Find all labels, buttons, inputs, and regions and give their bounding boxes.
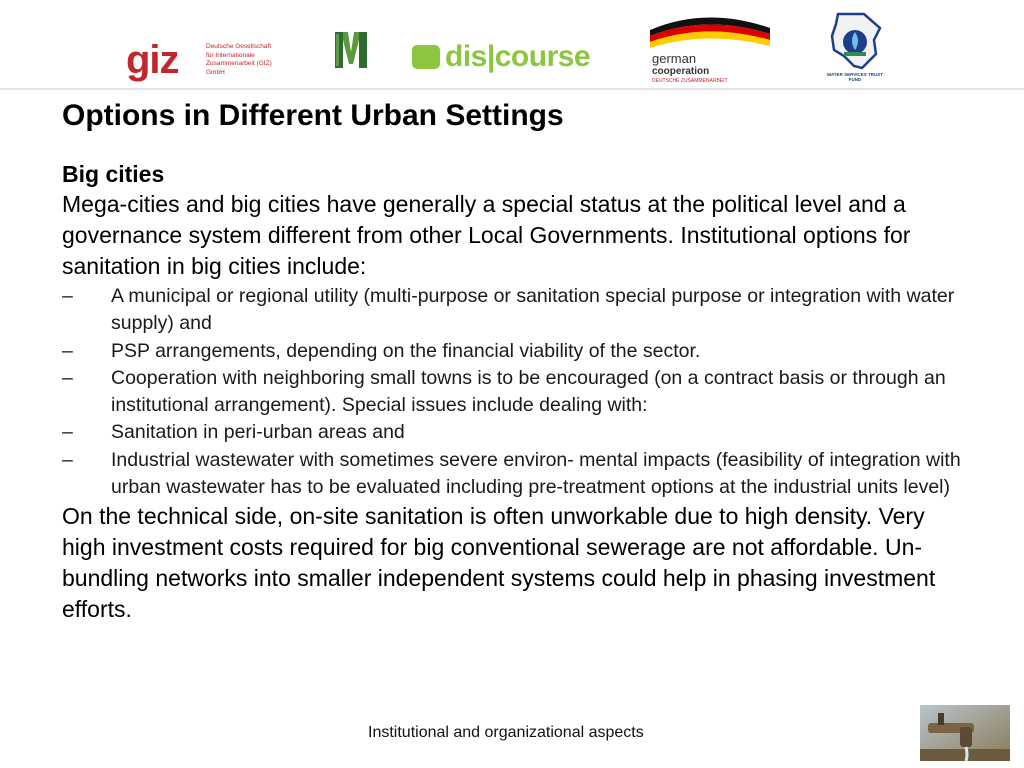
discourse-logo (412, 40, 590, 74)
conclusion-paragraph: On the technical side, on-site sanitation is often unworkable due to high density. Very high investment costs required for big conventional sewerage are not affordable. Un- bundling networks into smaller independent systems could help in phasing investment efforts. (62, 503, 936, 623)
giz-logo-text: Deutsche Gesellschaft für Internationale Zusammenarbeit (GIZ) GmbH (206, 43, 272, 76)
dash-marker: – (62, 285, 73, 307)
subheading: Big cities (62, 161, 165, 187)
list-item-text: Sanitation in peri-urban areas and (111, 421, 405, 444)
list-item (62, 338, 962, 365)
german-cooperation-line3: DEUTSCHE ZUSAMMENARBEIT (652, 78, 728, 84)
giz-logo-mark: giz (126, 38, 179, 82)
kenya-map-emblem-icon (824, 10, 886, 72)
dash-marker: – (62, 448, 73, 471)
slide-title: Options in Different Urban Settings (62, 99, 564, 132)
list-item-text: Industrial wastewater with sometimes severe environ- mental impacts (feasibility of integration with urban wastewater has to be evaluated including pre-treatment options at the industrial units level) (111, 448, 961, 499)
footer-caption: Institutional and organizational aspects (368, 724, 644, 741)
list-item (62, 365, 962, 420)
list-item-text: PSP arrangements, depending on the financial viability of the sector. (111, 339, 701, 362)
german-cooperation-line2: cooperation (652, 66, 710, 77)
list-item (62, 447, 962, 502)
intro-paragraph: Mega-cities and big cities have generally a special status at the political level and a governance system different from other Local Governments. Institutional options for sanitation in big cities include: (62, 191, 911, 279)
header-divider (0, 88, 1024, 90)
dash-marker: – (62, 339, 73, 362)
discourse-logo-text: dis|course (445, 40, 591, 73)
giz-logo (126, 38, 291, 82)
water-trust-fund-emblem (824, 10, 886, 88)
bullet-list (62, 283, 962, 501)
list-item (62, 283, 962, 338)
list-item-text: A municipal or regional utility (multi-purpose or sanitation special purpose or integration with water supply) and (111, 285, 955, 335)
german-cooperation-line1: german (652, 51, 697, 66)
german-cooperation-logo (646, 12, 774, 88)
list-item-text: Cooperation with neighboring small towns is to be encouraged (on a contract basis or through an institutional arrangement). Special issues include dealing with: (111, 366, 946, 417)
dash-marker: – (62, 366, 73, 389)
german-flag-swoosh-icon (646, 12, 774, 52)
water-tap-photo-icon (920, 705, 1010, 761)
slide-body (62, 158, 962, 625)
discourse-logo-square-icon (412, 45, 440, 69)
list-item (62, 419, 962, 446)
header-bar (0, 0, 1024, 88)
emblem-caption: WATER SERVICES TRUST FUND (826, 72, 884, 82)
m-logo-icon (334, 30, 368, 70)
dash-marker: – (62, 421, 73, 444)
